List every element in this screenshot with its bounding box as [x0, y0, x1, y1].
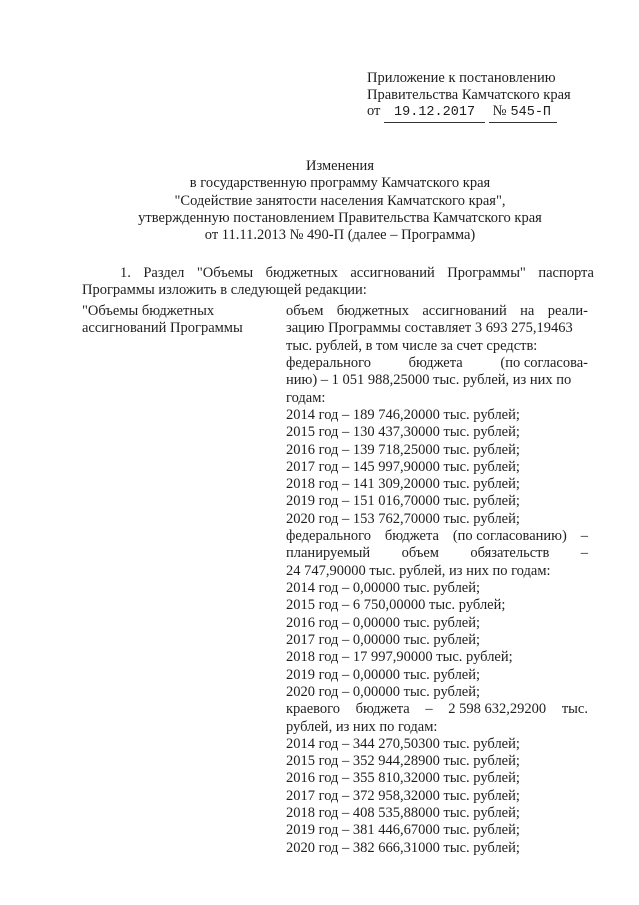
title-line-3: "Содействие занятости населения Камчатского края", — [174, 192, 506, 209]
plan-year-row: 2020 год – 0,00000 тыс. рублей; — [286, 683, 481, 700]
document-title — [60, 158, 620, 244]
fed-year-row: 2018 год – 141 309,20000 тыс. рублей; — [286, 476, 520, 493]
header-line-2: Правительства Камчатского края — [367, 86, 571, 103]
right-line-intro-1 — [286, 303, 588, 320]
reg-year-row: 2016 год – 355 810,32000 тыс. рублей; — [286, 770, 520, 787]
reg-year-row: 2018 год – 408 535,88000 тыс. рублей; — [286, 805, 520, 822]
fed-year-row: 2020 год – 153 762,70000 тыс. рублей; — [286, 510, 520, 527]
reg-year-row: 2015 год – 352 944,28900 тыс. рублей; — [286, 753, 520, 770]
word: федерального — [286, 528, 371, 545]
header-line-3 — [367, 103, 629, 123]
plan-year-row: 2019 год – 0,00000 тыс. рублей; — [286, 666, 481, 683]
word: – — [425, 701, 433, 718]
fed-year-row: 2015 год – 130 437,30000 тыс. рублей; — [286, 424, 520, 441]
right-line-fed-1 — [286, 355, 588, 372]
right-line-intro-3: тыс. рублей, в том числе за счет средств: — [286, 337, 538, 354]
reg-year-row: 2017 год – 372 958,32000 тыс. рублей; — [286, 787, 520, 804]
right-line-plan-2 — [286, 545, 588, 562]
word: на — [520, 303, 535, 319]
word: федерального — [286, 354, 371, 371]
right-line-reg-1 — [286, 701, 588, 718]
header-num-sign: № — [492, 103, 507, 119]
word: реали- — [547, 303, 588, 319]
word: бюджета — [355, 701, 410, 718]
title-line-4: утвержденную постановлением Правительства Камчатского края — [138, 209, 542, 226]
table-left-cell — [82, 303, 272, 337]
plan-year-row: 2015 год – 6 750,00000 тыс. рублей; — [286, 597, 506, 614]
header-number-group — [489, 103, 557, 123]
word: 2 598 632,29200 — [448, 701, 547, 718]
reg-year-row: 2019 год – 381 446,67000 тыс. рублей; — [286, 822, 520, 839]
header-date: 19.12.2017 — [384, 105, 485, 123]
right-line-plan-3: 24 747,90000 тыс. рублей, из них по годам: — [286, 562, 551, 579]
word: объем — [401, 545, 439, 562]
word: ассигнований — [422, 303, 507, 319]
plan-year-row: 2017 год – 0,00000 тыс. рублей; — [286, 631, 481, 648]
left-cell-line-1: "Объемы бюджетных — [82, 303, 215, 319]
table-right-cell — [286, 303, 588, 857]
right-line-plan-1 — [286, 528, 588, 545]
fed-year-row: 2016 год – 139 718,25000 тыс. рублей; — [286, 441, 520, 458]
header-line-1: Приложение к постановлению — [367, 70, 556, 86]
right-line-intro-2: зацию Программы составляет 3 693 275,19463 — [286, 320, 573, 337]
fed-year-row: 2019 год – 151 016,70000 тыс. рублей; — [286, 493, 520, 510]
title-line-2: в государственную программу Камчатского края — [189, 175, 491, 192]
word: бюджета — [408, 354, 463, 371]
word: – — [580, 528, 588, 545]
fed-year-row: 2014 год – 189 746,20000 тыс. рублей; — [286, 406, 520, 423]
title-line-1: Изменения — [306, 158, 374, 174]
plan-year-row: 2018 год – 17 997,90000 тыс. рублей; — [286, 649, 513, 666]
right-line-fed-3: годам: — [286, 389, 326, 406]
appendix-header — [367, 70, 629, 123]
plan-year-row: 2014 год – 0,00000 тыс. рублей; — [286, 580, 481, 596]
word: планируемый — [286, 545, 371, 562]
word: краевого — [286, 701, 340, 718]
header-ot: от — [367, 103, 381, 119]
title-line-5: от 11.11.2013 № 490-П (далее – Программа) — [204, 227, 476, 244]
word: обязательств — [470, 545, 550, 562]
reg-year-row: 2020 год – 382 666,31000 тыс. рублей; — [286, 839, 520, 856]
header-number: 545-П — [510, 105, 552, 120]
reg-year-row: 2014 год – 344 270,50300 тыс. рублей; — [286, 735, 520, 752]
word: (по согласованию) — [452, 528, 567, 545]
word: бюджетных — [336, 303, 409, 319]
word: бюджета — [384, 528, 439, 545]
plan-year-row: 2016 год – 0,00000 тыс. рублей; — [286, 614, 481, 631]
word: (по согласова- — [500, 354, 588, 371]
left-cell-line-2: ассигнований Программы — [82, 320, 243, 336]
word: объем — [286, 303, 324, 319]
word: тыс. — [561, 701, 588, 718]
point-1-paragraph: 1. Раздел "Объемы бюджетных ассигнований Программы" паспорта Программы изложить в следующей редакции: — [82, 265, 594, 298]
word: – — [580, 545, 588, 562]
right-line-reg-2: рублей, из них по годам: — [286, 718, 438, 735]
fed-year-row: 2017 год – 145 997,90000 тыс. рублей; — [286, 458, 520, 475]
right-line-fed-2: нию) – 1 051 988,25000 тыс. рублей, из них по — [286, 372, 572, 389]
